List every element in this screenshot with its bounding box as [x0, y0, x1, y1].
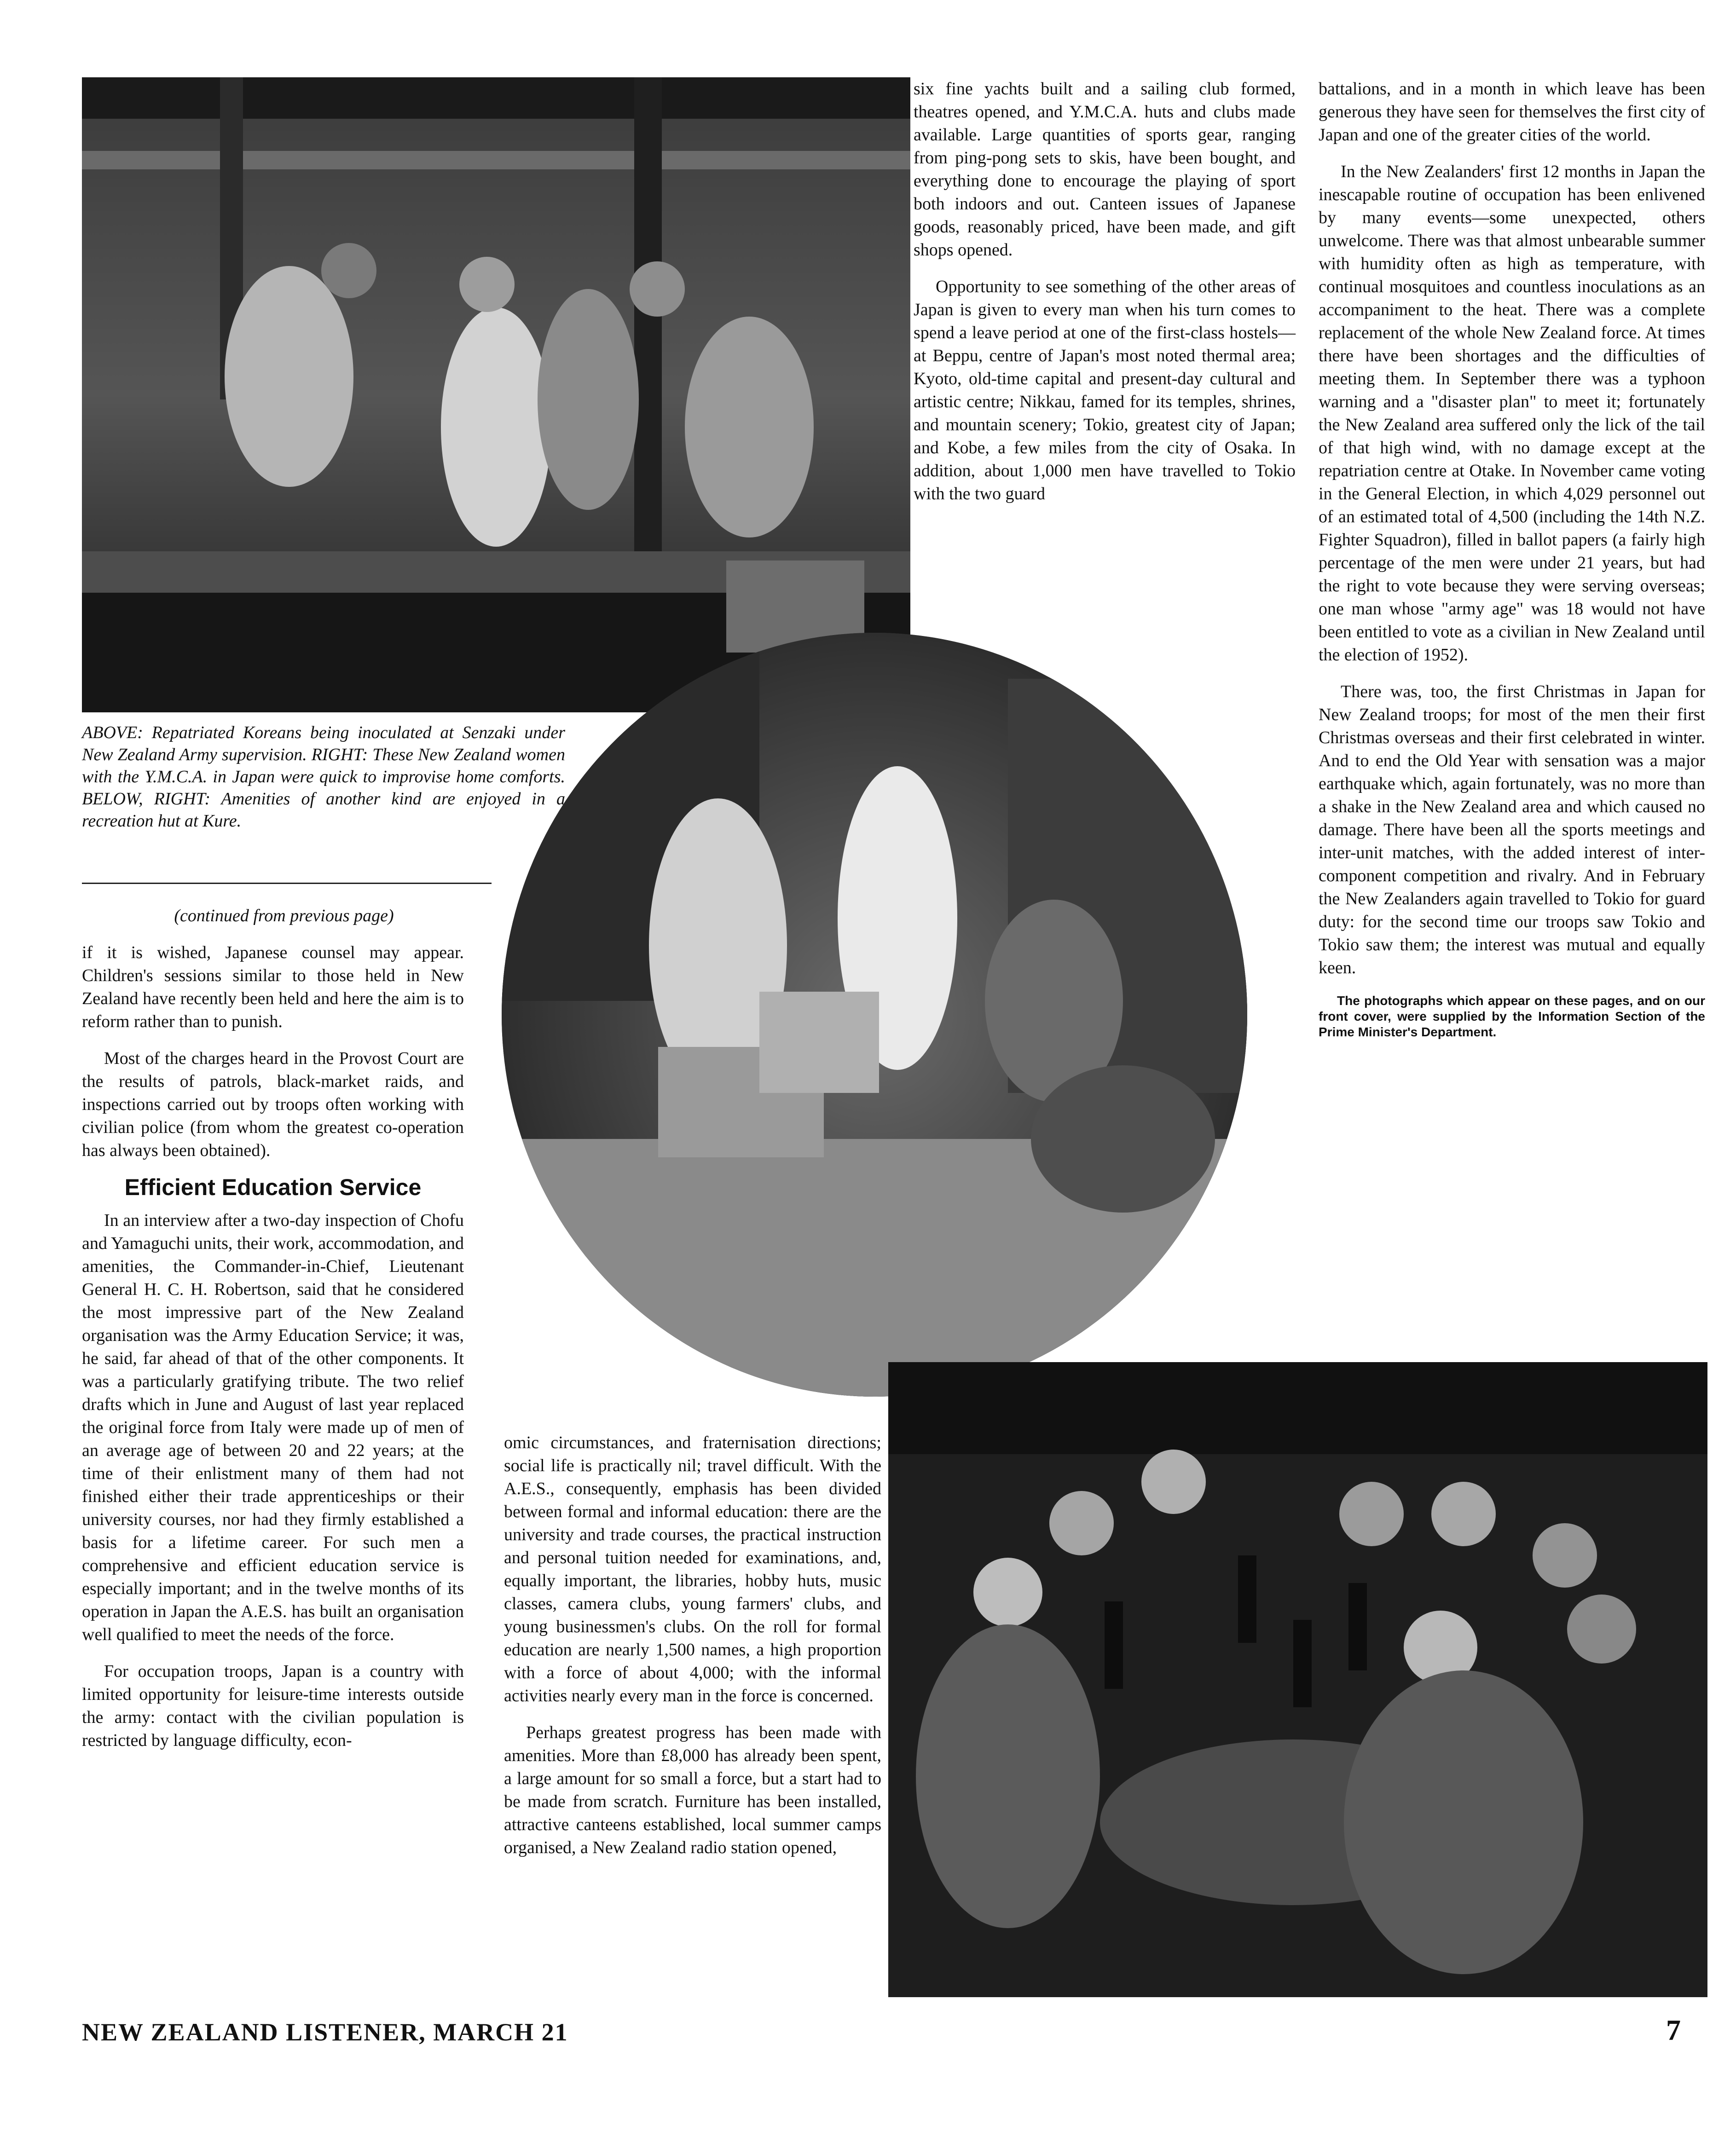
photo-recreation-hut — [888, 1362, 1707, 1997]
left-column — [82, 904, 464, 1766]
caption-divider — [82, 883, 492, 884]
left-paragraph-2: Most of the charges heard in the Provost Court are the results of patrols, black-market raids, and inspections carried out by troops often working with civilian police (from whom the greatest co-operation has always been obtained). — [82, 1049, 464, 1160]
middle-top-column — [914, 77, 1296, 519]
photo-korean-inoculation — [82, 77, 910, 712]
middle-top-paragraph-2: Opportunity to see something of the other areas of Japan is given to every man when his turn comes to spend a leave period at one of the first-class hostels—at Beppu, centre of Japan's most noted thermal area; Kyoto, old-time capital and present-day cultural and artistic centre; Nikkau, famed for its temples, shrines, and mountain scenery; Tokio, greatest city of Japan; and Kobe, a few miles from the city of Osaka. In addition, about 1,000 men have travelled to Tokio with the two guard — [914, 277, 1296, 503]
right-paragraph-3: There was, too, the first Christmas in Japan for New Zealand troops; for most of the men their first Christmas overseas and their first celebrated in winter. And to end the Old Year with sensation was a major earthquake which, again fortunately, was no more than a shake in the New Zealand area and which caused no damage. There have been all the sports meetings and inter-unit matches, with the added interest of inter-component competition and rivalry. And in February the New Zealanders again travelled to Tokio for guard duty: for the second time our troops saw Tokio and Tokio saw them; the interest was mutual and equally keen. — [1319, 682, 1705, 977]
photo-ymca-women — [502, 633, 1247, 1397]
left-paragraph-1: if it is wished, Japanese counsel may appear. Children's sessions similar to those held in New Zealand have recently been held and here the aim is to reform rather than to punish. — [82, 943, 464, 1031]
photo-credit: The photographs which appear on these pages, and on our front cover, were supplied by the Information Section of the Prime Minister's Department. — [1319, 994, 1705, 1039]
right-paragraph-2: In the New Zealanders' first 12 months in Japan the inescapable routine of occupation has been enlivened by many events—some unexpected, others unwelcome. There was that almost unbearable summer with humidity often as high as temperature, with continual mosquitoes and countless inoculations as an accompaniment to the heat. There was a complete replacement of the whole New Zealand force. At times there have been shortages and the difficulties of meeting them. In September there was a typhoon warning and a "disaster plan" to meet it; fortunately the New Zealand area suffered only the lick of the tail of that high wind, with no damage except at the repatriation centre at Otake. In November came voting in the General Election, in which 4,029 personnel out of an estimated total of 4,500 (including the 14th N.Z. Fighter Squadron), filled in ballot papers (a fairly high percentage of the men were under 21 years, but had the right to vote because they were serving overseas; one man whose "army age" was 18 would not have been entitled to vote as a civilian in New Zealand until the election of 1952). — [1319, 162, 1705, 664]
page-number: 7 — [1666, 2014, 1681, 2046]
middle-bottom-paragraph-1: omic circumstances, and fraternisation directions; social life is practically nil; travel difficult. With the A.E.S., consequently, emphasis has been divided between formal and informal education: there are the university and trade courses, the practical instruction and personal tuition needed for examinations, and, equally important, the libraries, hobby huts, music classes, camera clubs, young farmers' clubs, and young businessmen's clubs. On the roll for formal education are nearly 1,500 names, a high proportion with a force of about 4,000; with the informal activities nearly every man in the force is concerned. — [504, 1433, 881, 1705]
right-column — [1319, 77, 1705, 1040]
middle-bottom-paragraph-2: Perhaps greatest progress has been made with amenities. More than £8,000 has already been spent, a large amount for so small a force, but a start had to be made from scratch. Furniture has been installed, attractive canteens established, local summer camps organised, a New Zealand radio station opened, — [504, 1723, 881, 1857]
section-heading: Efficient Education Service — [124, 1174, 422, 1200]
continued-note: (continued from previous page) — [174, 906, 394, 925]
photo-caption: ABOVE: Repatriated Koreans being inoculated at Senzaki under New Zealand Army supervision. RIGHT: These New Zealand women with the Y.M.C.A. in Japan were quick to improvise home comforts. BELOW, RIGHT: Amenities of another kind are enjoyed in a recreation hut at Kure. — [82, 723, 565, 831]
right-paragraph-1: battalions, and in a month in which leave has been generous they have seen for themselves the first city of Japan and one of the greater cities of the world. — [1319, 79, 1705, 144]
middle-top-paragraph-1: six fine yachts built and a sailing club formed, theatres opened, and Y.M.C.A. huts and clubs made available. Large quantities of sports gear, ranging from ping-pong sets to skis, have been bought, and everything done to encourage the playing of sport both indoors and out. Canteen issues of Japanese goods, reasonably priced, have been made, and gift shops opened. — [914, 79, 1296, 260]
left-paragraph-3: In an interview after a two-day inspection of Chofu and Yamaguchi units, their work, accommodation, and amenities, the Commander-in-Chief, Lieutenant General H. C. H. Robertson, said that he considered the most impressive part of the New Zealand organisation was the Army Education Service; it was, he said, far ahead of that of the other components. It was a particularly gratifying tribute. The two relief drafts which in June and August of last year replaced the original force from Italy were made up of men of an average age of between 20 and 22 years; at the time of their enlistment many of them had not finished either their trade apprenticeships or their university courses, nor had they firmly established a basis for a lifetime career. For such men a comprehensive and efficient education service is especially important; and in the twelve months of its operation in Japan the A.E.S. has built an organisation well qualified to meet the needs of the force. — [82, 1211, 464, 1644]
middle-bottom-column — [504, 1431, 881, 1873]
left-paragraph-4: For occupation troops, Japan is a country with limited opportunity for leisure-time interests outside the army: contact with the civilian population is restricted by language difficulty, econ- — [82, 1662, 464, 1750]
publication-footer: NEW ZEALAND LISTENER, MARCH 21 — [82, 2018, 568, 2046]
